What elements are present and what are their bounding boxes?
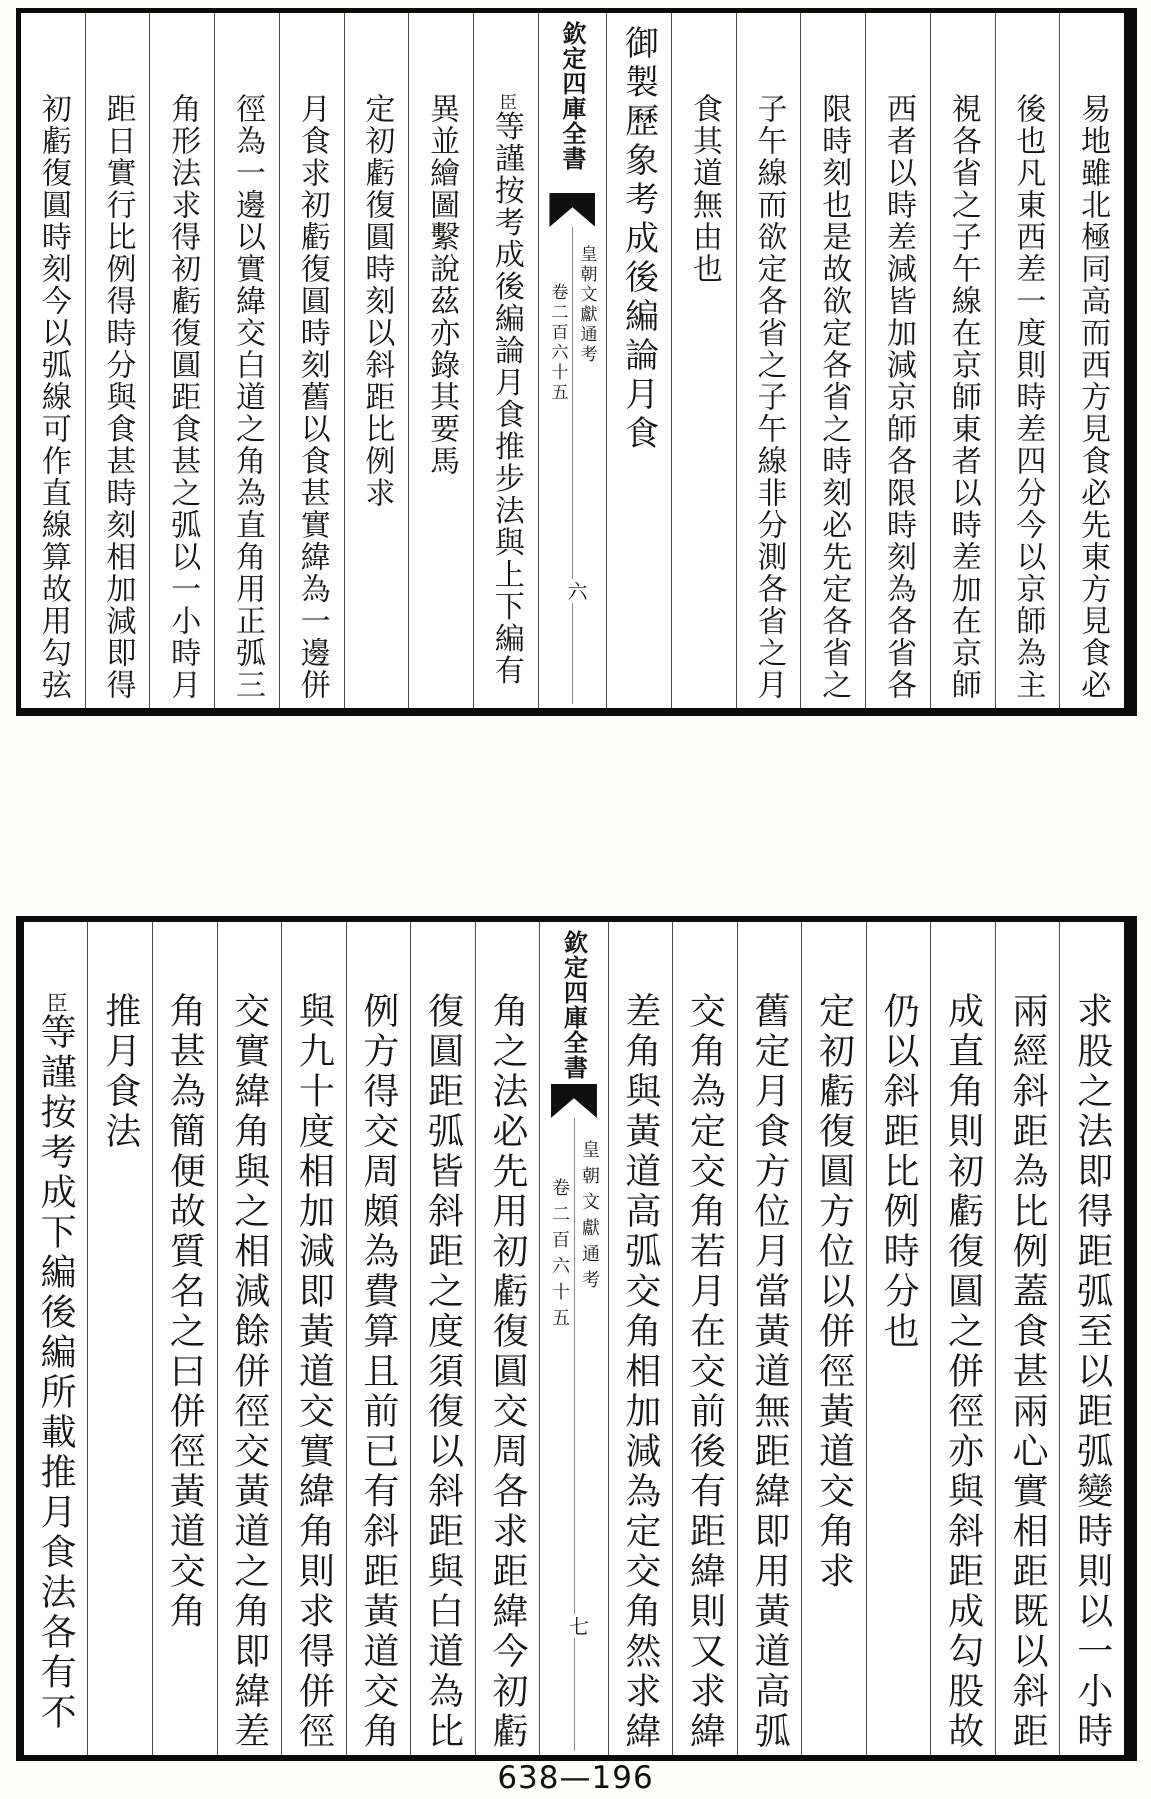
text-column <box>149 13 214 708</box>
book-title: 皇朝文獻通考 <box>576 245 597 365</box>
siku-title: 欽定四庫全書 <box>557 21 587 171</box>
column-text: 月食求初虧復圓時刻舊以食甚實緯為一邊併 <box>294 93 330 701</box>
book-title: 皇朝文獻通考 <box>578 1140 600 1296</box>
text-column <box>866 922 931 1755</box>
column-text: 例方得交周頗為費算且前已有斜距黃道交角 <box>357 992 399 1752</box>
juan-label: 卷二百六十五 <box>547 283 568 403</box>
siku-title: 欽定四庫全書 <box>559 930 589 1080</box>
text-column <box>606 13 671 708</box>
text-column <box>24 922 88 1755</box>
column-text: 復圓距弧皆斜距之度須復以斜距與白道為比 <box>422 992 464 1752</box>
text-column <box>865 13 930 708</box>
column-text: 初虧復圓時刻今以弧線可作直線算故用勾弦 <box>35 93 71 701</box>
text-column <box>152 922 217 1755</box>
column-text: 限時刻也是故欲定各省之時刻必先定各省之 <box>816 93 852 701</box>
column-text: 臣等謹按考成後編論月食推步法與上下編有 <box>488 93 524 687</box>
column-text: 徑為一邊以實緯交白道之角為直角用正弧三 <box>229 93 265 701</box>
text-column <box>1059 13 1124 708</box>
text-column <box>995 13 1060 708</box>
text-column <box>1059 922 1124 1755</box>
column-text: 與九十度相加減即黃道交實緯角則求得併徑 <box>293 992 335 1752</box>
text-column <box>410 922 475 1755</box>
fishtail-mark-icon <box>549 193 595 227</box>
column-text: 視各省之子午線在京師東者以時差加在京師 <box>945 93 981 701</box>
column-text: 成直角則初虧復圓之併徑亦與斜距成勾股故 <box>942 992 984 1752</box>
text-block-bottom <box>16 916 1137 1761</box>
column-text: 西者以時差減皆加減京師各限時刻為各省各 <box>880 93 916 701</box>
text-column <box>995 922 1060 1755</box>
text-column <box>671 13 736 708</box>
folio-number: 七 <box>563 1614 592 1638</box>
column-text: 定初虧復圓方位以併徑黃道交角求 <box>813 992 855 1592</box>
center-column <box>539 922 607 1755</box>
column-text: 角之法必先用初虧復圓交周各求距緯今初虧 <box>486 992 528 1752</box>
text-column <box>85 13 150 708</box>
column-text: 子午線而欲定各省之子午線非分測各省之月 <box>751 93 787 701</box>
text-column <box>346 922 411 1755</box>
column-text: 求股之法即得距弧至以距弧變時則以一小時 <box>1071 992 1113 1752</box>
column-text: 仍以斜距比例時分也 <box>878 992 920 1352</box>
column-text: 交角為定交角若月在交前後有距緯則又求緯 <box>684 992 726 1752</box>
column-text: 後也凡東西差一度則時差四分今以京師為主 <box>1010 93 1046 701</box>
text-block-top <box>16 8 1137 716</box>
text-column <box>930 13 995 708</box>
text-column <box>279 13 344 708</box>
text-column <box>930 922 995 1755</box>
column-text: 兩經斜距為比例蓋食甚兩心實相距既以斜距 <box>1007 992 1049 1752</box>
colophon <box>546 1140 602 1334</box>
column-text: 異並繪圖繫說茲亦錄其要馬 <box>424 93 460 477</box>
chen-honorific: 臣 <box>43 992 68 1013</box>
text-column <box>217 922 282 1755</box>
text-column <box>737 922 802 1755</box>
column-text: 差角與黃道高弧交角相加減為定交角然求緯 <box>619 992 661 1752</box>
text-column <box>800 13 865 708</box>
column-text: 臣等謹按考成下編後編所載推月食法各有不 <box>35 992 77 1733</box>
text-column <box>608 922 673 1755</box>
column-text: 角形法求得初虧復圓距食甚之弧以一小時月 <box>165 93 201 701</box>
column-text: 推月食法 <box>99 992 141 1152</box>
column-text: 御製歷象考成後編論月食 <box>618 25 659 454</box>
fishtail-mark-icon <box>551 1084 597 1118</box>
text-column <box>214 13 279 708</box>
text-column <box>87 922 152 1755</box>
colophon <box>545 245 599 403</box>
folio-number: 六 <box>562 579 591 603</box>
juan-label: 卷二百六十五 <box>548 1178 570 1334</box>
column-text: 定初虧復圓時刻以斜距比例求 <box>359 93 395 509</box>
page-number: 638—196 <box>497 1760 654 1796</box>
center-column <box>538 13 607 708</box>
column-text: 距日實行比例得時分與食甚時刻相加減即得 <box>100 93 136 701</box>
column-text: 角甚為簡便故質名之曰併徑黃道交角 <box>164 992 206 1632</box>
text-column <box>736 13 801 708</box>
text-column <box>672 922 737 1755</box>
column-text: 易地雖北極同高而西方見食必先東方見食必 <box>1075 93 1111 701</box>
text-column <box>473 13 538 708</box>
text-column <box>475 922 540 1755</box>
text-column <box>801 922 866 1755</box>
column-text: 食其道無由也 <box>686 93 722 285</box>
column-text: 交實緯角與之相減餘併徑交黃道之角即緯差 <box>228 992 270 1752</box>
column-text: 舊定月食方位月當黃道無距緯即用黃道高弧 <box>748 992 790 1752</box>
text-column <box>21 13 85 708</box>
chen-honorific: 臣 <box>495 93 516 111</box>
text-column <box>344 13 409 708</box>
text-column <box>281 922 346 1755</box>
text-column <box>408 13 473 708</box>
